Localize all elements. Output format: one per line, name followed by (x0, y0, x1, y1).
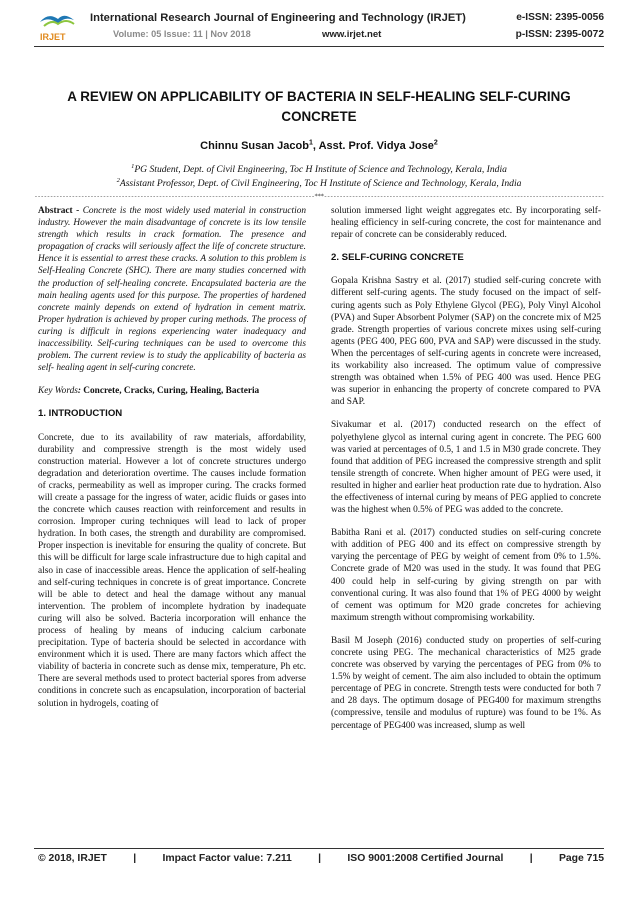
left-column (38, 205, 306, 721)
paragraph-sastry: Gopala Krishna Sastry et al. (2017) studied self-curing concrete with different self-curing agents. The study focused on the impact of self- curing agents such as Poly Ethylene Glycol (PEG), Poly Vinyl Alcohol (PVA) and Super Absorbent Polymer (SAP) on the concrete mix of M25 grade. Strength properties of various concrete mixes using self-curing agents (PEG 400, PEG 600, PVA and SAP) were discussed in the study. When the percentages of self-curing agents in concrete were increased, its workability also increased. The optimum value of compressive strength was obtained when 1.5% of PEG 400 was used. Hence PEG was superior in enhancing the property of concrete compared to PVA and SAP. (331, 276, 601, 408)
website-link[interactable]: www.irjet.net (322, 29, 382, 40)
affiliation-2: $^2$Assistant Professor, Dept. of Civil Engineering, Toc H Institute of Science and Technology, Kerala, India (116, 177, 522, 190)
irjet-logo (34, 10, 82, 44)
selfcuring-heading: 2. SELF-CURING CONCRETE (331, 252, 464, 264)
eissn: e-ISSN: 2395-0056 (516, 12, 604, 23)
footer-divider-3: | (529, 853, 533, 864)
paper-title: A REVIEW ON APPLICABILITY OF BACTERIA IN SELF-HEALING SELF-CURING CONCRETE (67, 89, 571, 124)
journal-name: International Research Journal of Engineering and Technology (IRJET) (90, 12, 466, 24)
abstract-text: Concrete is the most widely used material in construction industry. However the main disadvantage of concrete is its low tensile strength which results in crack formation. The presence and propagation of cracks will seriously affect the life of concrete structure. Hence it is essential to arrest these cracks. A solution to this problem is Self-Healing Concrete (SHC). There are many studies concerned with the production of self-healing concrete. Encapsulated bacteria are the main healing agents used for this purpose. The properties of hardened concrete mainly depends on extend of hydration in cement matrix. Proper hydration is achieved by proper curing methods. The process of curing is difficult in regions experiencing water inadequacy and inaccessibility. Self-curing techniques can be used to overcome this problem. The current review is to study the applicability of bacteria as self- healing agent in self-curing concrete. (38, 206, 306, 374)
footer-impact: Impact Factor value: 7.211 (162, 853, 292, 864)
abstract-label: Abstract - (38, 206, 80, 216)
affiliation-1: $^1$PG Student, Dept. of Civil Engineering, Toc H Institute of Science and Technology, Kerala, India (131, 163, 507, 176)
svg-text:IRJET: IRJET (40, 32, 66, 42)
footer-copyright: © 2018, IRJET (38, 853, 107, 864)
pissn: p-ISSN: 2395-0072 (515, 29, 604, 40)
author-list: Chinnu Susan Jacob$^1$, Asst. Prof. Vidya Jose$^2$ (200, 139, 438, 152)
volume-issue: Volume: 05 Issue: 11 | Nov 2018 (113, 29, 251, 39)
footer-page: Page 715 (558, 853, 604, 864)
intro-continuation: solution immersed light weight aggregates etc. By incorporating self-healing efficiency in self-curing concrete, the cost for maintenance and repair of concrete can be considerably reduced. (331, 206, 601, 241)
paragraph-basil: Basil M Joseph (2016) conducted study on properties of self-curing concrete using PEG. The mechanical characteristics of M25 grade concrete was observed by varying the percentages of PEG from 0% to 1.5% by weight of cement. The aim also included to obtain the optimum percentage of PEG in concrete. Strength tests were conducted for both 7 and 28 days. The optimum dosage of PEG400 for maximum strengths (compressive, tensile and modulus of rupture) was found to be 1%. As percentage of PEG400 was increased, slump as well (331, 635, 601, 731)
paragraph-babitha: Babitha Rani et al. (2017) conducted studies on self-curing concrete with addition of PEG 400 and its effect on compressive strength by varying the percentage of PEG by weight of cement from 0% to 1.5%. Concrete grade of M20 was used in the study. It was found that PEG 400 could help in self-curing by giving strength on par with conventional curing. It was also found that 1% of PEG 4000 by weight of cement was optimum for M20 grade concretes for achieving maximum strength without compromising workability. (331, 528, 601, 623)
keywords: Key Words: Concrete, Cracks, Curing, Healing, Bacteria (38, 386, 260, 397)
keywords-label: Key Words (38, 386, 78, 397)
right-column (331, 205, 601, 743)
page-footer (38, 853, 604, 864)
intro-paragraph: Concrete, due to its availability of raw materials, affordability, durability and compressive strength is the most widely used construction material. However a lot of concrete structures undergo degradation and deterioration overtime. The causes include formation of cracks, permeability as well as improper curing. The cracks formed will create a passage for the ingress of water, acidic fluids or gases into the concrete which causes reaction with reinforcement and results in corrosion. Improper curing techniques will lead to lack of proper hydration. In both cases, the strength and durability are compromised. Proper inspection is inevitable for ensuring the quality of concrete. But this will be difficult for large scale infrastructure due to high capital and also in case of inaccessible areas. Hence the application of self-healing and self-curing techniques in concrete is of great importance. Concrete will be able to detect and heal the damage without any manual intervention. The problem of incomplete hydration by inadequate curing will also be solved. Bacteria incorporation will enhance the process of healing by means of inducing calcium carbonate precipitation. Type of bacteria should be selected in accordance with environment which it is used. There are many factors which affect the viability of bacteria in concrete such as dense mix, temperature, Ph etc. There are several methods used to protect bacterial spores from adverse conditions in concrete such as encapsulation, incorporation of bacterial solution in hydrogels, coating of (38, 432, 306, 709)
paragraph-sivakumar: Sivakumar et al. (2017) conducted research on the effect of polyethylene glycol as internal curing agent in concrete. The PEG 600 was varied at percentages of 0.5, 1 and 1.5 in M30 grade concrete. They found that addition of PEG increased the compressive strength and split tensile strength of concrete. When higher amount of PEG were used, it resulted in higher and earlier heat production rate due to hydration. Also the effectiveness of internal curing by means of PEG applied to concrete was the highest when 0.5% of PEG was added to the concrete. (331, 420, 601, 516)
footer-divider-2: | (318, 853, 322, 864)
intro-heading: 1. INTRODUCTION (38, 408, 123, 420)
footer-iso: ISO 9001:2008 Certified Journal (347, 853, 504, 864)
section-separator: ------------------------------------------------------------------------------------------***------------------------------------------------------------------------------------------ (34, 192, 604, 200)
header-divider (34, 46, 604, 47)
abstract (38, 205, 306, 374)
footer-divider-1: | (133, 853, 137, 864)
journal-header (34, 10, 604, 46)
keywords-text: Concrete, Cracks, Curing, Healing, Bacteria (83, 386, 260, 397)
footer-divider (34, 848, 604, 849)
